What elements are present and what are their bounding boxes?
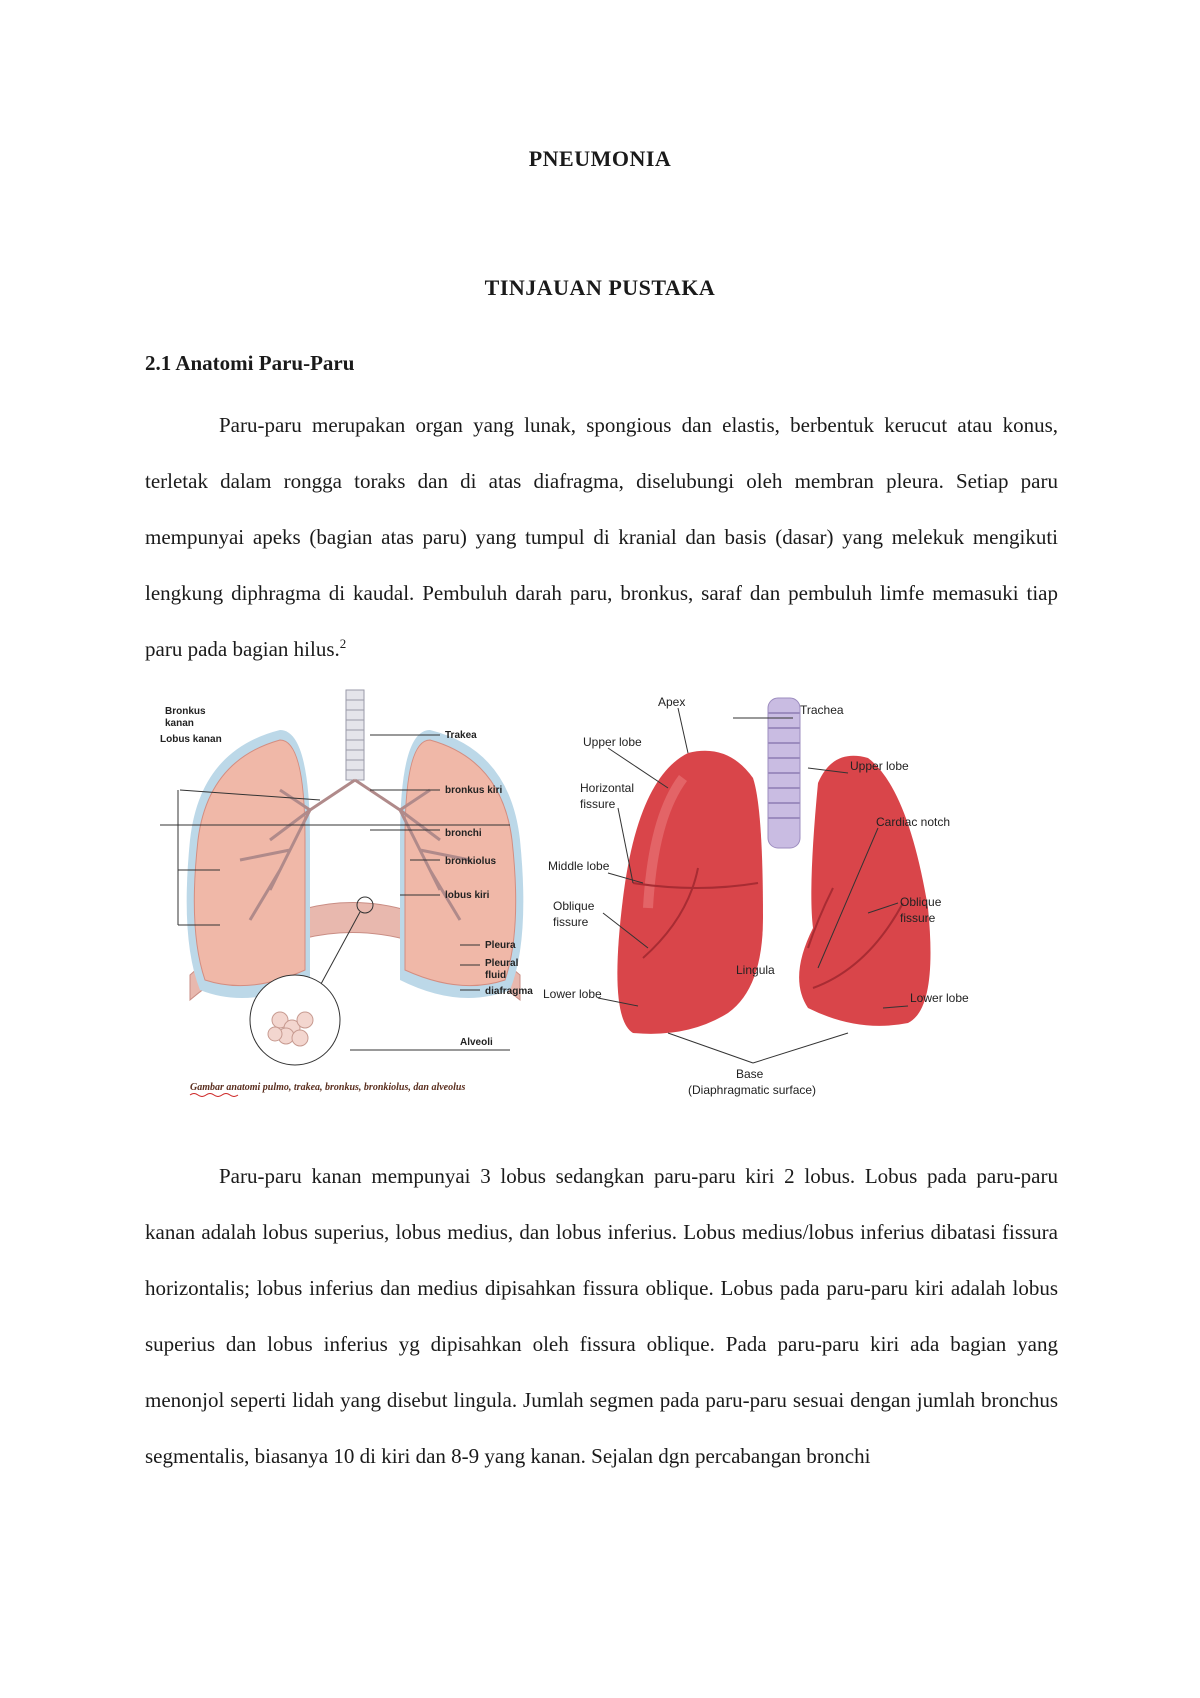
label-base: Base bbox=[736, 1067, 764, 1081]
label-lobus-kanan: Lobus kanan bbox=[160, 734, 222, 745]
label-bronkus-kiri: bronkus kiri bbox=[445, 785, 503, 796]
label-bronkus-kanan-2: kanan bbox=[165, 718, 194, 729]
section-heading: 2.1 Anatomi Paru-Paru bbox=[145, 351, 355, 375]
figure-caption: Gambar anatomi pulmo, trakea, bronkus, bronkiolus, dan alveolus bbox=[190, 1082, 466, 1093]
lung-anatomy-figure-left bbox=[160, 690, 580, 1130]
caption-underline bbox=[190, 1094, 238, 1097]
trachea-shape bbox=[346, 690, 364, 780]
paragraph-1 bbox=[145, 397, 1058, 677]
label-oblique-fissure-right-2: fissure bbox=[900, 911, 936, 925]
label-horizontal-fissure-2: fissure bbox=[580, 797, 616, 811]
paragraph-1-text: Paru-paru merupakan organ yang lunak, spongious dan elastis, berbentuk kerucut atau konus, terletak dalam rongga toraks dan di atas diafragma, diselubungi oleh membran pleura. Setiap paru mempunyai apeks (bagian atas paru) yang tumpul di kranial dan basis (dasar) yang melekuk mengikuti lengkung diphragma di kaudal. Pembuluh darah paru, bronkus, saraf dan pembuluh limfe memasuki tiap paru pada bagian hilus. bbox=[145, 413, 1058, 661]
label-bronkiolus: bronkiolus bbox=[445, 856, 497, 867]
label-bronchi: bronchi bbox=[445, 828, 482, 839]
label-trachea: Trachea bbox=[800, 703, 844, 717]
label-lobus-kiri: lobus kiri bbox=[445, 890, 490, 901]
label-lower-lobe-right: Lower lobe bbox=[910, 991, 969, 1005]
document-title: PNEUMONIA bbox=[528, 146, 672, 171]
label-pleural-fluid-1: Pleural bbox=[485, 958, 519, 969]
label-oblique-fissure-right-1: Oblique bbox=[900, 895, 942, 909]
label-oblique-fissure-left-1: Oblique bbox=[553, 899, 595, 913]
label-apex: Apex bbox=[658, 695, 686, 709]
label-oblique-fissure-left-2: fissure bbox=[553, 915, 589, 929]
alveoli-magnifier bbox=[250, 975, 340, 1065]
label-upper-lobe-right: Upper lobe bbox=[850, 759, 909, 773]
label-middle-lobe: Middle lobe bbox=[548, 859, 610, 873]
paragraph-2: Paru-paru kanan mempunyai 3 lobus sedangkan paru-paru kiri 2 lobus. Lobus pada paru-paru kanan adalah lobus superius, lobus medius, dan lobus inferius. Lobus medius/lobus inferius dibatasi fissura horizontalis; lobus inferius dan medius dipisahkan fissura oblique. Lobus pada paru-paru kiri adalah lobus superius dan lobus inferius yg dipisahkan oleh fissura oblique. Pada paru-paru kiri ada bagian yang menonjol seperti lidah yang disebut lingula. Jumlah segmen pada paru-paru sesuai dengan jumlah bronchus segmentalis, biasanya 10 di kiri dan 8-9 yang kanan. Sejalan dgn percabangan bronchi bbox=[145, 1164, 1058, 1468]
label-pleural-fluid-2: fluid bbox=[485, 970, 507, 981]
lung-lobes-figure-right bbox=[543, 688, 1008, 1158]
label-cardiac-notch: Cardiac notch bbox=[876, 815, 951, 829]
label-lingula: Lingula bbox=[736, 963, 775, 977]
label-pleura: Pleura bbox=[485, 940, 516, 951]
label-diafragma: diafragma bbox=[485, 986, 533, 997]
reference-mark: 2 bbox=[339, 636, 347, 651]
label-bronkus-kanan-1: Bronkus bbox=[165, 706, 206, 717]
label-alveoli: Alveoli bbox=[460, 1037, 493, 1048]
document-subtitle: TINJAUAN PUSTAKA bbox=[484, 275, 716, 300]
label-trakea: Trakea bbox=[445, 730, 477, 741]
label-horizontal-fissure-1: Horizontal bbox=[580, 781, 635, 795]
label-upper-lobe-left: Upper lobe bbox=[583, 735, 642, 749]
label-diaphragmatic-surface: (Diaphragmatic surface) bbox=[688, 1083, 817, 1097]
label-lower-lobe-left: Lower lobe bbox=[543, 987, 602, 1001]
